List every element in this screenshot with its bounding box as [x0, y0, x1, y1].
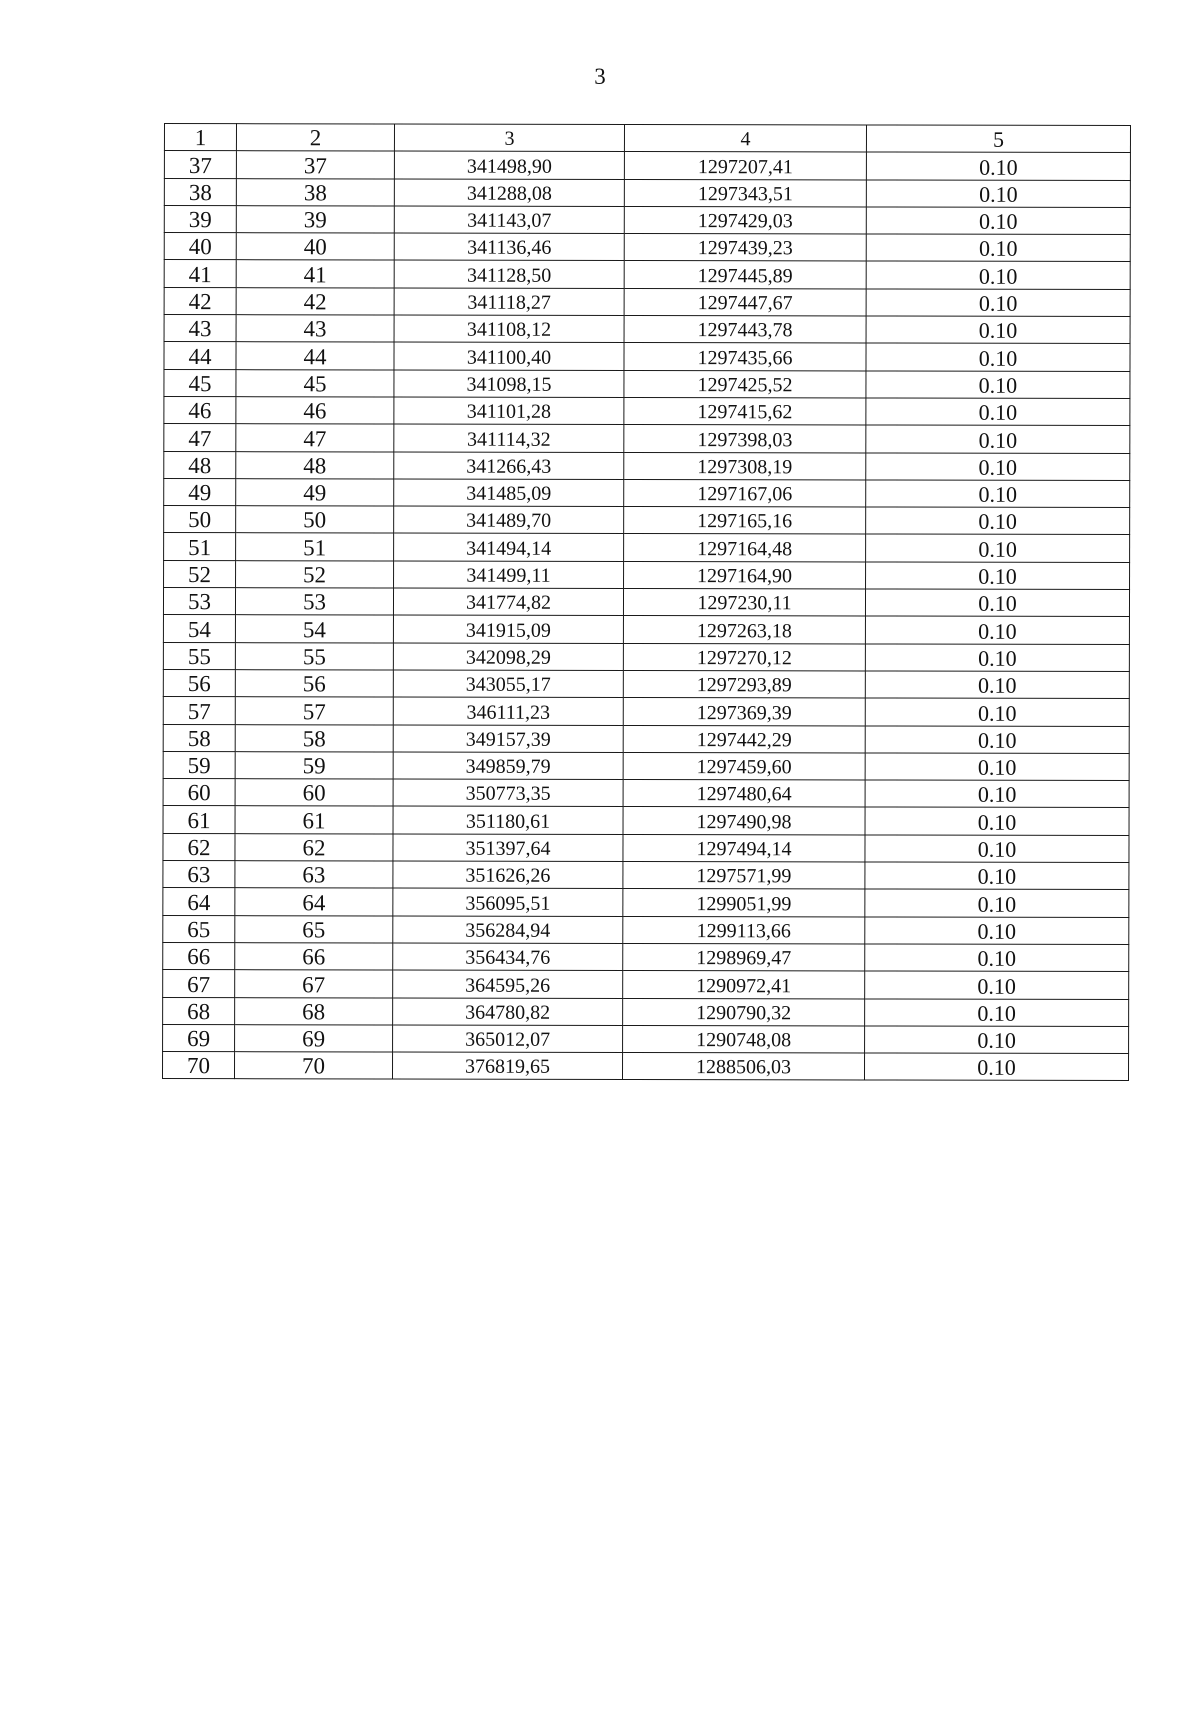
y-coordinate-cell: 1297164,90	[624, 561, 866, 589]
y-coordinate-cell: 1297443,78	[624, 316, 866, 344]
accuracy-cell: 0.10	[865, 971, 1129, 999]
row-number-cell: 59	[163, 751, 235, 778]
y-coordinate-cell: 1290748,08	[623, 1025, 865, 1053]
y-coordinate-cell: 1297490,98	[623, 807, 865, 835]
x-coordinate-cell: 342098,29	[393, 643, 623, 671]
accuracy-cell: 0.10	[866, 261, 1130, 289]
row-number-cell: 61	[163, 806, 235, 833]
point-number-cell: 41	[236, 260, 394, 288]
accuracy-cell: 0.10	[865, 917, 1129, 945]
point-number-cell: 67	[235, 970, 393, 998]
table-row	[164, 424, 1130, 453]
table-row	[164, 478, 1130, 507]
x-coordinate-cell: 349157,39	[393, 725, 623, 753]
y-coordinate-cell: 1297164,48	[624, 534, 866, 562]
accuracy-cell: 0.10	[866, 152, 1130, 180]
point-number-cell: 39	[236, 206, 394, 234]
y-coordinate-cell: 1297207,41	[624, 152, 866, 180]
table-row	[164, 151, 1130, 180]
row-number-cell: 55	[163, 642, 235, 669]
y-coordinate-cell: 1297435,66	[624, 343, 866, 371]
point-number-cell: 64	[235, 888, 393, 916]
y-coordinate-cell: 1288506,03	[622, 1053, 864, 1081]
row-number-cell: 54	[163, 615, 235, 642]
point-number-cell: 58	[235, 724, 393, 752]
accuracy-cell: 0.10	[865, 726, 1129, 754]
point-number-cell: 52	[236, 560, 394, 588]
row-number-cell: 57	[163, 697, 235, 724]
x-coordinate-cell: 341128,50	[394, 260, 624, 288]
page-number: 3	[594, 64, 606, 89]
row-number-cell: 43	[164, 315, 236, 342]
point-number-cell: 37	[236, 151, 394, 179]
table-row	[163, 724, 1129, 753]
x-coordinate-cell: 341136,46	[394, 233, 624, 261]
accuracy-cell: 0.10	[865, 753, 1129, 781]
point-number-cell: 70	[234, 1052, 392, 1080]
x-coordinate-cell: 341114,32	[394, 424, 624, 452]
row-number-cell: 49	[164, 478, 236, 505]
accuracy-cell: 0.10	[865, 807, 1129, 835]
point-number-cell: 68	[235, 997, 393, 1025]
row-number-cell: 69	[163, 1024, 235, 1051]
row-number-cell: 70	[162, 1052, 234, 1079]
x-coordinate-cell: 364780,82	[393, 997, 623, 1025]
point-number-cell: 66	[235, 943, 393, 971]
point-number-cell: 50	[236, 506, 394, 534]
row-number-cell: 56	[163, 669, 235, 696]
point-number-cell: 62	[235, 833, 393, 861]
accuracy-cell: 0.10	[866, 371, 1130, 399]
table-row	[163, 997, 1129, 1026]
point-number-cell: 46	[236, 397, 394, 425]
point-number-cell: 57	[235, 697, 393, 725]
x-coordinate-cell: 341288,08	[394, 179, 624, 207]
x-coordinate-cell: 341499,11	[394, 561, 624, 589]
x-coordinate-cell: 341489,70	[394, 506, 624, 534]
y-coordinate-cell: 1297447,67	[624, 288, 866, 316]
point-number-cell: 60	[235, 779, 393, 807]
row-number-cell: 65	[163, 915, 235, 942]
row-number-cell: 63	[163, 861, 235, 888]
point-number-cell: 44	[236, 342, 394, 370]
row-number-cell: 62	[163, 833, 235, 860]
y-coordinate-cell: 1297429,03	[624, 206, 866, 234]
y-coordinate-cell: 1297167,06	[624, 479, 866, 507]
table-row	[163, 915, 1129, 944]
accuracy-cell: 0.10	[865, 998, 1129, 1026]
accuracy-cell: 0.10	[866, 234, 1130, 262]
y-coordinate-cell: 1297270,12	[623, 643, 865, 671]
table-row	[163, 669, 1129, 698]
point-number-cell: 48	[236, 451, 394, 479]
accuracy-cell: 0.10	[866, 343, 1130, 371]
x-coordinate-cell: 341100,40	[394, 342, 624, 370]
y-coordinate-cell: 1290972,41	[623, 971, 865, 999]
x-coordinate-cell: 341108,12	[394, 315, 624, 343]
x-coordinate-cell: 351180,61	[393, 806, 623, 834]
y-coordinate-cell: 1297442,29	[623, 725, 865, 753]
table-row	[163, 833, 1129, 862]
accuracy-cell: 0.10	[866, 207, 1130, 235]
point-number-cell: 42	[236, 287, 394, 315]
x-coordinate-cell: 341485,09	[394, 479, 624, 507]
y-coordinate-cell: 1297571,99	[623, 861, 865, 889]
table-row	[164, 315, 1130, 344]
row-number-cell: 67	[163, 970, 235, 997]
y-coordinate-cell: 1297165,16	[624, 507, 866, 535]
accuracy-cell: 0.10	[865, 835, 1129, 863]
y-coordinate-cell: 1298969,47	[623, 943, 865, 971]
table-row	[163, 861, 1129, 890]
point-number-cell: 69	[235, 1024, 393, 1052]
point-number-cell: 38	[236, 178, 394, 206]
table-row	[163, 888, 1129, 917]
table-row	[163, 1024, 1129, 1053]
y-coordinate-cell: 1297425,52	[624, 370, 866, 398]
accuracy-cell: 0.10	[865, 644, 1129, 672]
x-coordinate-cell: 341101,28	[394, 397, 624, 425]
y-coordinate-cell: 1299051,99	[623, 889, 865, 917]
table-row	[163, 942, 1129, 971]
accuracy-cell: 0.10	[866, 316, 1130, 344]
row-number-cell: 41	[164, 260, 236, 287]
point-number-cell: 56	[235, 670, 393, 698]
y-coordinate-cell: 1297439,23	[624, 234, 866, 262]
y-coordinate-cell: 1297343,51	[624, 179, 866, 207]
accuracy-cell: 0.10	[866, 398, 1130, 426]
accuracy-cell: 0.10	[865, 1026, 1129, 1054]
accuracy-cell: 0.10	[865, 780, 1129, 808]
point-number-cell: 61	[235, 806, 393, 834]
accuracy-cell: 0.10	[866, 507, 1130, 535]
x-coordinate-cell: 341143,07	[394, 206, 624, 234]
column-header: 1	[164, 124, 236, 151]
accuracy-cell: 0.10	[866, 425, 1130, 453]
point-number-cell: 40	[236, 233, 394, 261]
accuracy-cell: 0.10	[866, 480, 1130, 508]
accuracy-cell: 0.10	[865, 698, 1129, 726]
point-number-cell: 43	[236, 315, 394, 343]
table-row	[162, 1052, 1128, 1081]
accuracy-cell: 0.10	[866, 289, 1130, 317]
row-number-cell: 40	[164, 233, 236, 260]
y-coordinate-cell: 1297230,11	[623, 589, 865, 617]
row-number-cell: 50	[164, 506, 236, 533]
y-coordinate-cell: 1297263,18	[623, 616, 865, 644]
table-body	[162, 151, 1130, 1081]
point-number-cell: 59	[235, 751, 393, 779]
row-number-cell: 58	[163, 724, 235, 751]
coordinates-table	[162, 123, 1131, 1081]
x-coordinate-cell: 356434,76	[393, 943, 623, 971]
y-coordinate-cell: 1297445,89	[624, 261, 866, 289]
table-row	[164, 560, 1130, 589]
y-coordinate-cell: 1297308,19	[624, 452, 866, 480]
y-coordinate-cell: 1297293,89	[623, 670, 865, 698]
point-number-cell: 65	[235, 915, 393, 943]
table-row	[163, 806, 1129, 835]
row-number-cell: 66	[163, 942, 235, 969]
y-coordinate-cell: 1297494,14	[623, 834, 865, 862]
x-coordinate-cell: 351626,26	[393, 861, 623, 889]
table-row	[164, 287, 1130, 316]
point-number-cell: 51	[236, 533, 394, 561]
x-coordinate-cell: 341494,14	[394, 533, 624, 561]
row-number-cell: 47	[164, 424, 236, 451]
table-row	[163, 751, 1129, 780]
table-row	[163, 970, 1129, 999]
y-coordinate-cell: 1297480,64	[623, 780, 865, 808]
y-coordinate-cell: 1297459,60	[623, 752, 865, 780]
point-number-cell: 54	[235, 615, 393, 643]
y-coordinate-cell: 1290790,32	[623, 998, 865, 1026]
accuracy-cell: 0.10	[865, 889, 1129, 917]
x-coordinate-cell: 346111,23	[393, 697, 623, 725]
column-header: 5	[866, 125, 1130, 153]
x-coordinate-cell: 341266,43	[394, 452, 624, 480]
accuracy-cell: 0.10	[866, 453, 1130, 481]
table-row	[163, 588, 1129, 617]
table-header	[164, 124, 1130, 153]
table-row	[163, 779, 1129, 808]
table-row	[164, 260, 1130, 289]
row-number-cell: 44	[164, 342, 236, 369]
table-row	[164, 451, 1130, 480]
row-number-cell: 38	[164, 178, 236, 205]
column-header: 3	[394, 124, 624, 152]
row-number-cell: 60	[163, 779, 235, 806]
row-number-cell: 51	[164, 533, 236, 560]
accuracy-cell: 0.10	[866, 180, 1130, 208]
x-coordinate-cell: 364595,26	[393, 970, 623, 998]
table-row	[163, 697, 1129, 726]
table-row	[164, 342, 1130, 371]
row-number-cell: 48	[164, 451, 236, 478]
x-coordinate-cell: 341915,09	[393, 615, 623, 643]
point-number-cell: 47	[236, 424, 394, 452]
row-number-cell: 42	[164, 287, 236, 314]
row-number-cell: 39	[164, 205, 236, 232]
y-coordinate-cell: 1297415,62	[624, 397, 866, 425]
accuracy-cell: 0.10	[865, 862, 1129, 890]
accuracy-cell: 0.10	[865, 944, 1129, 972]
x-coordinate-cell: 343055,17	[393, 670, 623, 698]
accuracy-cell: 0.10	[866, 562, 1130, 590]
table-row	[164, 369, 1130, 398]
point-number-cell: 45	[236, 369, 394, 397]
accuracy-cell: 0.10	[865, 589, 1129, 617]
table-row	[164, 178, 1130, 207]
x-coordinate-cell: 341118,27	[394, 288, 624, 316]
column-header: 4	[624, 124, 866, 152]
row-number-cell: 53	[163, 588, 235, 615]
table-row	[164, 233, 1130, 262]
y-coordinate-cell: 1299113,66	[623, 916, 865, 944]
x-coordinate-cell: 356284,94	[393, 916, 623, 944]
point-number-cell: 49	[236, 479, 394, 507]
point-number-cell: 63	[235, 861, 393, 889]
x-coordinate-cell: 341774,82	[393, 588, 623, 616]
table-row	[163, 615, 1129, 644]
point-number-cell: 55	[235, 642, 393, 670]
row-number-cell: 52	[164, 560, 236, 587]
table-row	[164, 205, 1130, 234]
x-coordinate-cell: 349859,79	[393, 752, 623, 780]
table-row	[164, 533, 1130, 562]
x-coordinate-cell: 376819,65	[392, 1052, 622, 1080]
accuracy-cell: 0.10	[865, 616, 1129, 644]
x-coordinate-cell: 351397,64	[393, 834, 623, 862]
x-coordinate-cell: 350773,35	[393, 779, 623, 807]
x-coordinate-cell: 356095,51	[393, 888, 623, 916]
y-coordinate-cell: 1297398,03	[624, 425, 866, 453]
row-number-cell: 37	[164, 151, 236, 178]
x-coordinate-cell: 341098,15	[394, 370, 624, 398]
header-row	[164, 124, 1130, 153]
x-coordinate-cell: 365012,07	[393, 1025, 623, 1053]
table-row	[164, 506, 1130, 535]
accuracy-cell: 0.10	[864, 1053, 1128, 1081]
point-number-cell: 53	[235, 588, 393, 616]
column-header: 2	[236, 124, 394, 152]
accuracy-cell: 0.10	[865, 671, 1129, 699]
x-coordinate-cell: 341498,90	[394, 151, 624, 179]
accuracy-cell: 0.10	[866, 534, 1130, 562]
row-number-cell: 64	[163, 888, 235, 915]
row-number-cell: 45	[164, 369, 236, 396]
table-row	[164, 396, 1130, 425]
row-number-cell: 68	[163, 997, 235, 1024]
y-coordinate-cell: 1297369,39	[623, 698, 865, 726]
table-row	[163, 642, 1129, 671]
row-number-cell: 46	[164, 396, 236, 423]
